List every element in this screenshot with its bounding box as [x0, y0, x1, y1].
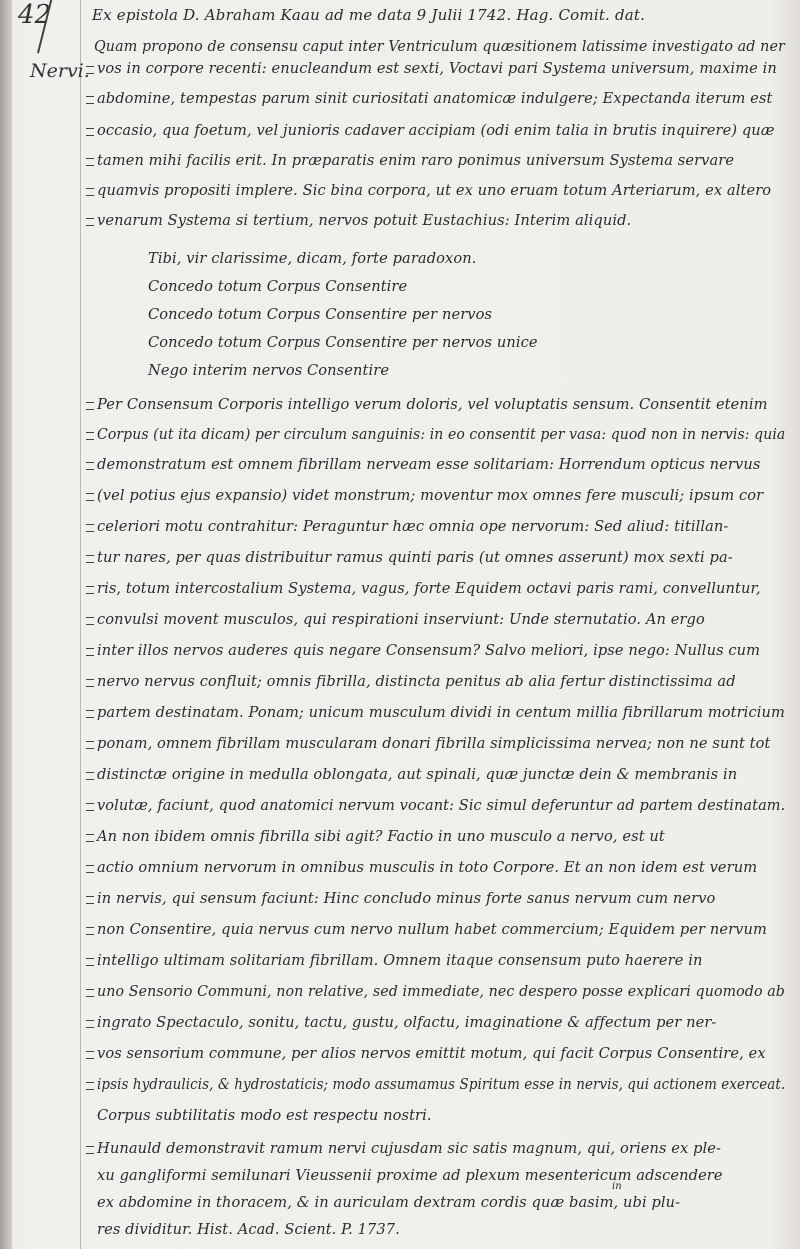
text-line: demonstratum est omnem fibrillam nerveam esse solitariam: Horrendum opticus nervus: [97, 456, 761, 473]
text-line: ponam, omnem fibrillam muscularam donari fibrilla simplicissima nervea; non ne sunt tot: [97, 735, 771, 752]
text-line: xu gangliformi semilunari Vieussenii proxime ad plexum mesentericum adscendere: [97, 1167, 723, 1184]
continuation-mark: [86, 402, 94, 410]
text-line: venarum Systema si tertium, nervos potuit Eustachius: Interim aliquid.: [97, 212, 632, 229]
text-line: occasio, qua foetum, vel junioris cadaver accipiam (odi enim talia in brutis inquirere) quæ: [97, 122, 775, 139]
continuation-mark: [86, 96, 94, 104]
continuation-mark: [86, 958, 94, 966]
margin-label: Nervi.: [30, 60, 90, 82]
continuation-mark: [86, 158, 94, 166]
text-line: distinctæ origine in medulla oblongata, aut spinali, quæ junctæ dein & membranis in: [97, 766, 738, 783]
continuation-mark: [86, 555, 94, 563]
text-line: ex abdomine in thoracem, & in auriculam dextram cordis quæ basim, ubi plu-: [97, 1194, 681, 1211]
text-line: (vel potius ejus expansio) videt monstrum; moventur mox omnes fere musculi; ipsum cor: [97, 487, 764, 504]
continuation-mark: [86, 741, 94, 749]
interlinear-insertion: in: [612, 1181, 622, 1192]
text-line: An non ibidem omnis fibrilla sibi agit? Factio in uno musculo a nervo, est ut: [97, 828, 665, 845]
margin-rule: [80, 0, 81, 1249]
continuation-mark: [86, 128, 94, 136]
text-line: vos sensorium commune, per alios nervos emittit motum, qui facit Corpus Consentire, ex: [97, 1045, 766, 1062]
proposition-line: Concedo totum Corpus Consentire: [148, 278, 408, 295]
continuation-mark: [86, 679, 94, 687]
text-line: non Consentire, quia nervus cum nervo nullum habet commercium; Equidem per nervum: [97, 921, 767, 938]
page-number: 42: [18, 0, 52, 30]
text-line: abdomine, tempestas parum sinit curiositati anatomicæ indulgere; Expectanda iterum est: [97, 90, 773, 107]
text-line: ingrato Spectaculo, sonitu, tactu, gustu, olfactu, imaginatione & affectum per ner-: [97, 1014, 717, 1031]
continuation-mark: [86, 524, 94, 532]
text-line: actio omnium nervorum in omnibus musculis in toto Corpore. Et an non idem est verum: [97, 859, 758, 876]
continuation-mark: [86, 493, 94, 501]
text-line: intelligo ultimam solitariam fibrillam. Omnem itaque consensum puto haerere in: [97, 952, 703, 969]
text-line: quamvis propositi implere. Sic bina corpora, ut ex uno eruam totum Arteriarum, ex altero: [97, 182, 772, 199]
proposition-line: Concedo totum Corpus Consentire per nervos unice: [148, 334, 538, 351]
text-line: Hunauld demonstravit ramum nervi cujusdam sic satis magnum, qui, oriens ex ple-: [97, 1140, 722, 1157]
text-line: convulsi movent musculos, qui respirationi inserviunt: Unde sternutatio. An ergo: [97, 611, 705, 628]
continuation-mark: [86, 188, 94, 196]
book-binding-edge: [0, 0, 12, 1249]
text-line: tamen mihi facilis erit. In præparatis enim raro ponimus universum Systema servare: [97, 152, 735, 169]
proposition-line: Concedo totum Corpus Consentire per nervos: [148, 306, 493, 323]
continuation-mark: [86, 1020, 94, 1028]
continuation-mark: [86, 989, 94, 997]
text-line: res dividitur. Hist. Acad. Scient. P. 1737.: [97, 1221, 400, 1238]
continuation-mark: [86, 586, 94, 594]
proposition-line: Tibi, vir clarissime, dicam, forte paradoxon.: [148, 250, 477, 267]
continuation-mark: [86, 218, 94, 226]
continuation-mark: [86, 710, 94, 718]
paragraph-mark: [86, 1146, 94, 1154]
continuation-mark: [86, 648, 94, 656]
text-line: uno Sensorio Communi, non relative, sed immediate, nec despero posse explicari quomodo ab: [97, 983, 786, 1000]
text-line: partem destinatam. Ponam; unicum musculum dividi in centum millia fibrillarum motricium: [97, 704, 785, 721]
text-line: celeriori motu contrahitur: Peraguntur hæc omnia ope nervorum: Sed aliud: titillan-: [97, 518, 729, 535]
proposition-line: Nego interim nervos Consentire: [148, 362, 390, 379]
text-line: Per Consensum Corporis intelligo verum doloris, vel voluptatis sensum. Consentit etenim: [97, 396, 768, 413]
continuation-mark: [86, 462, 94, 470]
text-line: tur nares, per quas distribuitur ramus quinti paris (ut omnes asserunt) mox sexti pa-: [97, 549, 733, 566]
continuation-mark: [86, 66, 94, 74]
continuation-mark: [86, 1082, 94, 1090]
text-line: ipsis hydraulicis, & hydrostaticis; modo assumamus Spiritum esse in nervis, qui actionem exerceat.: [97, 1076, 786, 1093]
continuation-mark: [86, 865, 94, 873]
continuation-mark: [86, 1051, 94, 1059]
text-line: nervo nervus confluit; omnis fibrilla, distincta penitus ab alia fertur distinctissima ad: [97, 673, 736, 690]
continuation-mark: [86, 617, 94, 625]
text-line: Corpus (ut ita dicam) per circulum sanguinis: in eo consentit per vasa: quod non in nervis: quia: [97, 426, 786, 443]
text-line: Quam propono de consensu caput inter Ventriculum quæsitionem latissime investigato ad ner: [94, 38, 785, 55]
letter-heading: Ex epistola D. Abraham Kaau ad me data 9 Julii 1742. Hag. Comit. dat.: [92, 6, 646, 24]
text-line: vos in corpore recenti: enucleandum est sexti, Voctavi pari Systema universum, maxime in: [97, 60, 777, 77]
text-line: volutæ, faciunt, quod anatomici nervum vocant: Sic simul deferuntur ad partem destinatam.: [97, 797, 786, 814]
continuation-mark: [86, 834, 94, 842]
text-line: ris, totum intercostalium Systema, vagus, forte Equidem octavi paris rami, convelluntur,: [97, 580, 761, 597]
continuation-mark: [86, 803, 94, 811]
text-line: Corpus subtilitatis modo est respectu nostri.: [97, 1107, 432, 1124]
continuation-mark: [86, 772, 94, 780]
text-line: in nervis, qui sensum faciunt: Hinc concludo minus forte sanus nervum cum nervo: [97, 890, 716, 907]
continuation-mark: [86, 927, 94, 935]
continuation-mark: [86, 432, 94, 440]
text-line: inter illos nervos auderes quis negare Consensum? Salvo meliori, ipse nego: Nullus cum: [97, 642, 761, 659]
continuation-mark: [86, 896, 94, 904]
